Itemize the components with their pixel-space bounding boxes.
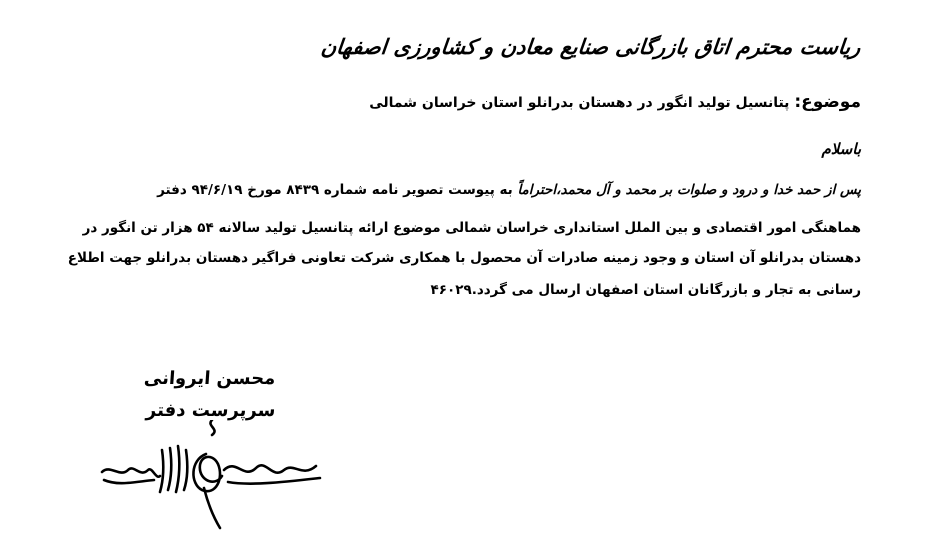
subject-label: موضوع: [794, 92, 861, 112]
handwritten-signature [94, 420, 330, 532]
subject-text: پتانسیل تولید انگور در دهستان بدرانلو استان خراسان شمالی [369, 95, 790, 111]
greeting: باسلام [821, 140, 861, 158]
addressee-line: ریاست محترم اتاق بازرگانی صنایع معادن و کشاورزی اصفهان [320, 34, 863, 59]
body-paragraph-line-4: رسانی به تجار و بازرگانان استان اصفهان ارسال می گردد.۴۶۰۲۹ [430, 282, 861, 298]
signatory-title: سرپرست دفتر [144, 400, 276, 421]
signatory-name: محسن ایروانی [142, 368, 276, 389]
body-opening-phrase: پس از حمد خدا و درود و صلوات بر محمد و آل محمد،احتراماً [517, 182, 861, 198]
body-paragraph-line-3: دهستان بدرانلو آن استان و وجود زمینه صادرات آن محصول با همکاری شرکت تعاونی فراگیر دهستان بدرانلو جهت اطلاع [67, 250, 861, 266]
body-paragraph-line-1 [157, 182, 861, 198]
body-line-1-rest: به پیوست تصویر نامه شماره ۸۴۳۹ مورخ ۹۴/۶/۱۹ دفتر [157, 182, 513, 198]
subject-line [369, 92, 861, 112]
body-paragraph-line-2: هماهنگی امور اقتصادی و بین الملل استانداری خراسان شمالی موضوع ارائه پتانسیل تولید سالانه ۵۴ هزار تن انگور در [82, 220, 861, 236]
